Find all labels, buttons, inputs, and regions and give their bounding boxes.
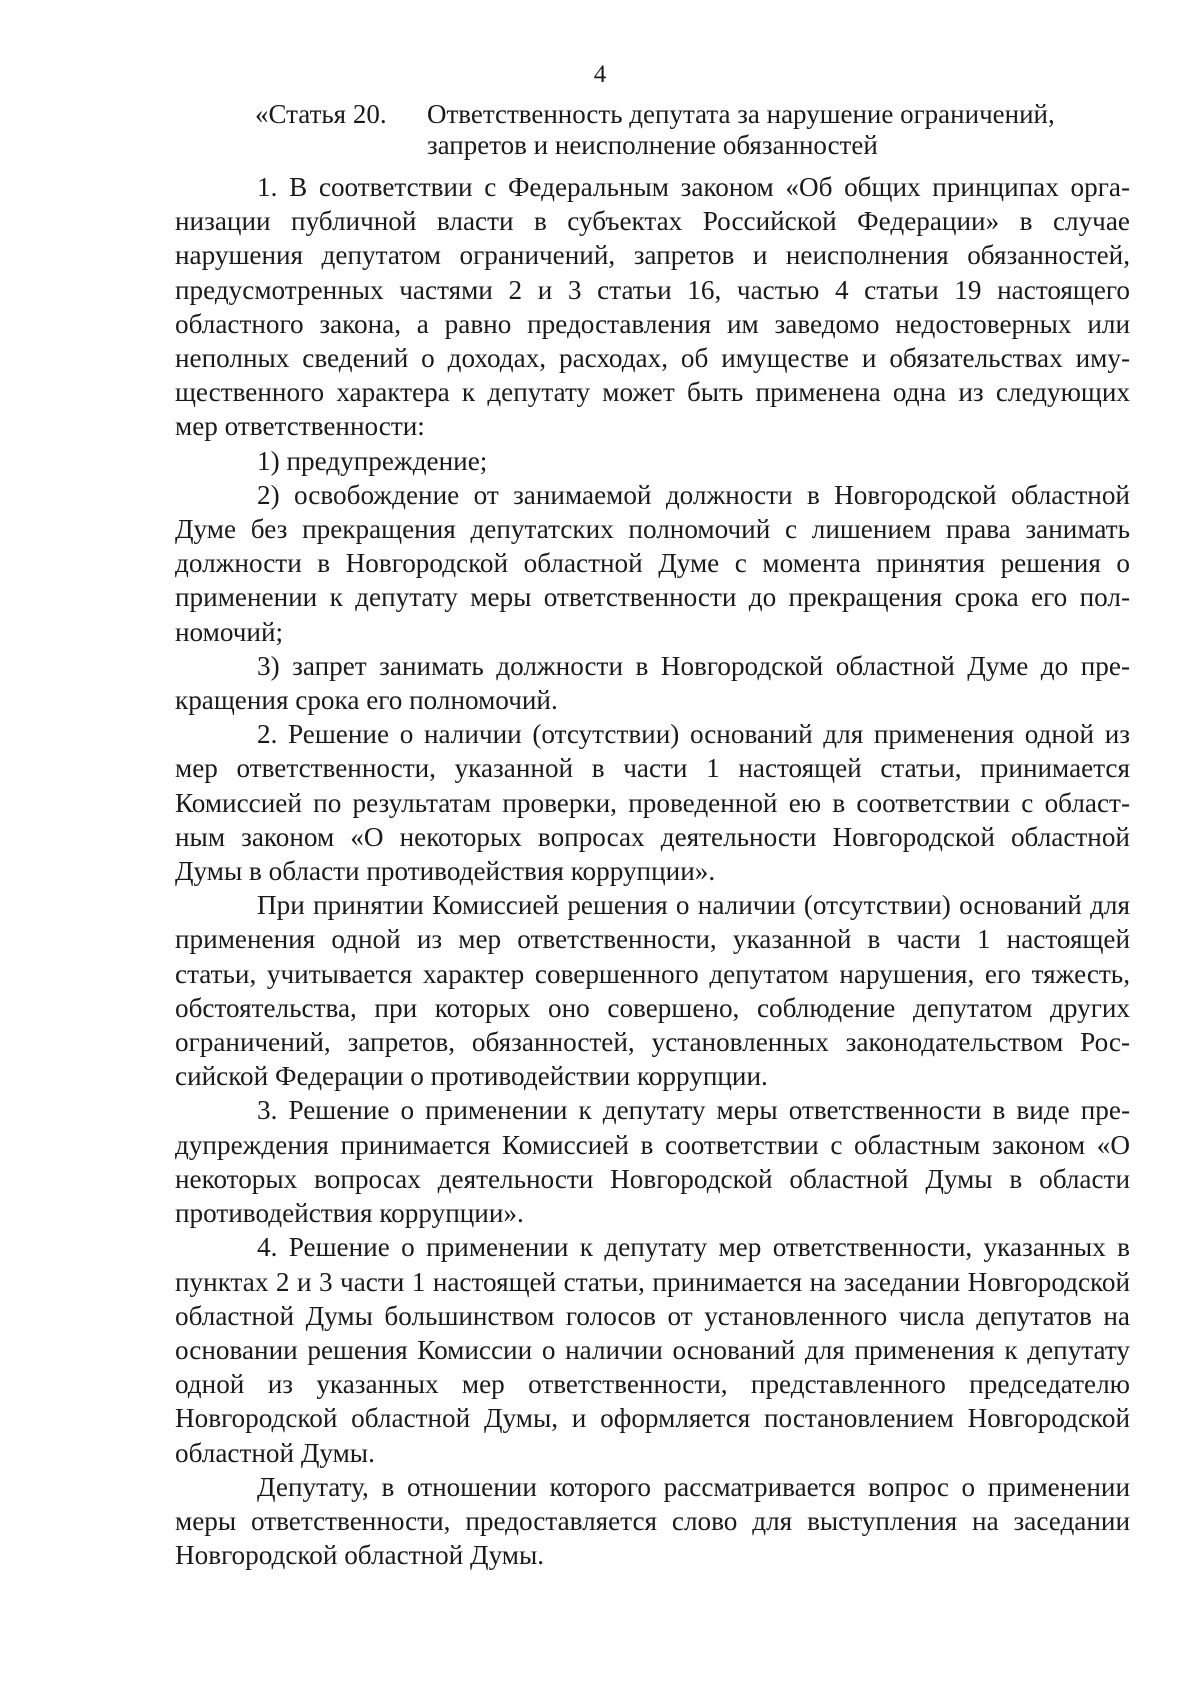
paragraph-part-4: 4. Решение о применении к депутату мер ответственности, указанных в пунктах 2 и 3 части 1 настоящей статьи, принимается на заседании Новгородской областной Думы большинством голосов от установленного числа депутатов на основании решения Комиссии о наличии оснований для применения к депутату одной из указанных мер ответственности, представленного председателю Новгородской областной Думы, и оформляется постановлением Новгородской областной Думы. [175, 1232, 1130, 1468]
list-item-3: 3) запрет занимать должности в Новгородской областной Думе до прекращения срока его полномочий. [175, 650, 1130, 716]
paragraph-part-2-continued: При принятии Комиссией решения о наличии (отсутствии) оснований для применения одной из мер ответственности, указанной в части 1 настоящей статьи, учитывается характер совершенного депутатом нарушения, его тяжесть, обстоятельства, при которых оно совершено, соблюдение депутатом других ограничений, запретов, обязанностей, установленных законодательством Российской Федерации о противодействии коррупции. [175, 890, 1130, 1092]
list-item-1: 1) предупреждение; [257, 445, 488, 476]
paragraph-part-4-continued: Депутату, в отношении которого рассматривается вопрос о применении меры ответственности, предоставляется слово для выступления на заседании Новгородской областной Думы. [175, 1471, 1130, 1571]
article-title: Ответственность депутата за нарушение ограничений, запретов и неисполнение обязанностей [427, 99, 1055, 160]
list-item-2: 2) освобождение от занимаемой должности в Новгородской областной Думе без прекращения депутатских полномочий с лишением права занимать должности в Новгородской областной Думе с момента принятия решения о применении к депутату меры ответственности до прекращения срока его полномочий; [175, 479, 1130, 647]
page-number: 4 [593, 61, 607, 88]
paragraph-part-3: 3. Решение о применении к депутату меры ответственности в виде предупреждения принимается Комиссией в соответствии с областным законом «О некоторых вопросах деятельности Новгородской областной Думы в области противодействия коррупции». [175, 1095, 1130, 1229]
article-label: «Статья 20. [255, 99, 387, 129]
paragraph-part-2: 2. Решение о наличии (отсутствии) оснований для применения одной из мер ответственности, указанной в части 1 настоящей статьи, принимается Комиссией по результатам проверки, проведенной ею в соответствии с областным законом «О некоторых вопросах деятельности Новгородской областной Думы в области противодействия коррупции». [175, 719, 1130, 887]
paragraph-part-1: 1. В соответствии с Федеральным законом «Об общих принципах организации публичной власти в субъектах Российской Федерации» в случае нарушения депутатом ограничений, запретов и неисполнения обязанностей, предусмотренных частями 2 и 3 статьи 16, частью 4 статьи 19 настоящего областного закона, а равно предоставления им заведомо недостоверных или неполных сведений о доходах, расходах, об имуществе и обязательствах имущественного характера к депутату может быть применена одна из следующих мер ответственности: [175, 172, 1130, 442]
article-body [175, 170, 1130, 1572]
